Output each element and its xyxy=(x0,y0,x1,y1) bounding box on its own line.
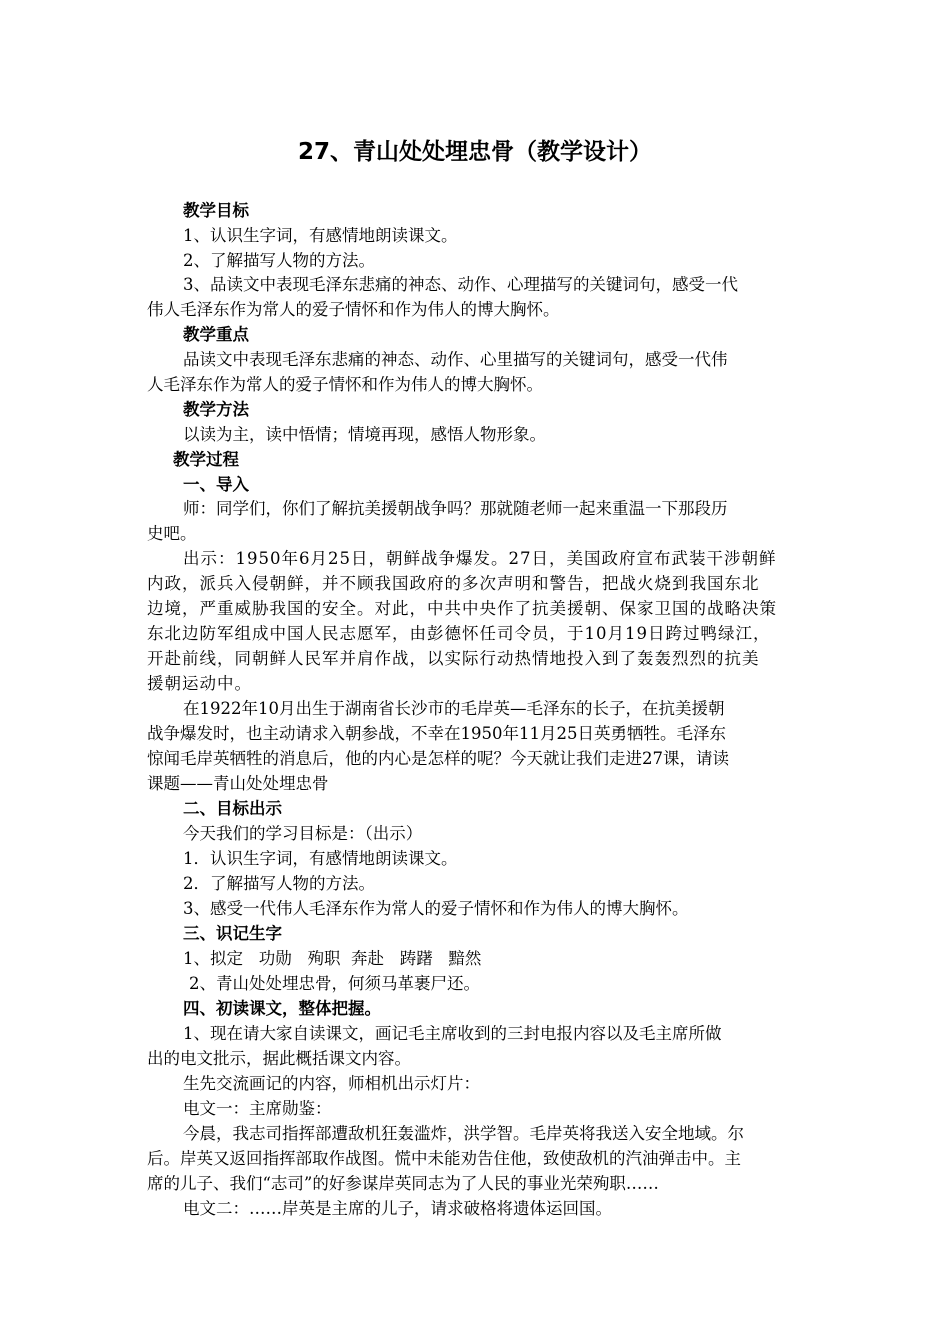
heading-teaching-process: 教学过程 xyxy=(173,450,239,469)
paragraph-line: 3、感受一代伟人毛泽东作为常人的爱子情怀和作为伟人的博大胸怀。 xyxy=(183,899,689,918)
paragraph-line: 3、品读文中表现毛泽东悲痛的神态、动作、心理描写的关键词句，感受一代 xyxy=(183,275,738,294)
heading-teaching-focus: 教学重点 xyxy=(183,325,249,344)
paragraph-line: 1、认识生字词，有感情地朗读课文。 xyxy=(183,226,458,245)
poem-line: 2、青山处处埋忠骨，何须马革裹尸还。 xyxy=(189,974,480,993)
section-heading: 一、导入 xyxy=(183,475,249,494)
paragraph-line: 品读文中表现毛泽东悲痛的神态、动作、心里描写的关键词句，感受一代伟 xyxy=(183,350,728,369)
paragraph-line: 出示：1950年6月25日，朝鲜战争爆发。27日，美国政府宣布武装干涉朝鲜 xyxy=(183,549,777,568)
paragraph-line: 以读为主，读中悟情；情境再现，感悟人物形象。 xyxy=(183,425,546,444)
paragraph-line: 2．了解描写人物的方法。 xyxy=(183,874,375,893)
paragraph-line: 开赴前线，同朝鲜人民军并肩作战，以实际行动热情地投入到了轰轰烈烈的抗美 xyxy=(147,649,760,668)
paragraph-line: 惊闻毛岸英牺牲的消息后，他的内心是怎样的呢？今天就让我们走进27课，请读 xyxy=(147,749,729,768)
paragraph-line: 出的电文批示，据此概括课文内容。 xyxy=(147,1049,411,1068)
heading-teaching-method: 教学方法 xyxy=(183,400,249,419)
telegram-line: 电文二：……岸英是主席的儿子，请求破格将遗体运回国。 xyxy=(183,1199,612,1218)
paragraph-line: 今晨，我志司指挥部遭敌机狂轰滥炸，洪学智。毛岸英将我送入安全地域。尔 xyxy=(183,1124,744,1143)
heading-teaching-goals: 教学目标 xyxy=(183,201,249,220)
paragraph-line: 东北边防军组成中国人民志愿军，由彭德怀任司令员，于10月19日跨过鸭绿江， xyxy=(147,624,771,643)
document-title: 27、青山处处埋忠骨（教学设计） xyxy=(297,139,652,165)
paragraph-line: 战争爆发时，也主动请求入朝参战，不幸在1950年11月25日英勇牺牲。毛泽东 xyxy=(147,724,726,743)
paragraph-line: 1、现在请大家自读课文，画记毛主席收到的三封电报内容以及毛主席所做 xyxy=(183,1024,722,1043)
telegram-heading: 电文一：主席勋鉴： xyxy=(183,1099,332,1118)
paragraph-line: 今天我们的学习目标是：（出示） xyxy=(183,824,423,843)
section-heading: 二、目标出示 xyxy=(183,799,282,818)
paragraph-line: 伟人毛泽东作为常人的爱子情怀和作为伟人的博大胸怀。 xyxy=(147,300,560,319)
paragraph-line: 课题——青山处处埋忠骨 xyxy=(147,774,329,793)
paragraph-line: 1．认识生字词，有感情地朗读课文。 xyxy=(183,849,458,868)
paragraph-line: 人毛泽东作为常人的爱子情怀和作为伟人的博大胸怀。 xyxy=(147,375,543,394)
section-heading: 四、初读课文，整体把握。 xyxy=(183,999,381,1018)
paragraph-line: 内政，派兵入侵朝鲜，并不顾我国政府的多次声明和警告，把战火烧到我国东北 xyxy=(147,574,760,593)
section-heading: 三、识记生字 xyxy=(183,924,282,943)
paragraph-line: 后。岸英又返回指挥部取作战图。慌中未能劝告住他，致使敌机的汽油弹击中。主 xyxy=(147,1149,741,1168)
paragraph-line: 师：同学们，你们了解抗美援朝战争吗？那就随老师一起来重温一下那段历 xyxy=(183,499,728,518)
paragraph-line: 边境，严重威胁我国的安全。对此，中共中央作了抗美援朝、保家卫国的战略决策 xyxy=(147,599,777,618)
paragraph-line: 援朝运动中。 xyxy=(147,674,252,693)
vocabulary-line: 1、拟定 功勋 殉职 奔赴 踌躇 黯然 xyxy=(183,949,482,968)
paragraph-line: 生先交流画记的内容，师相机出示灯片： xyxy=(183,1074,480,1093)
paragraph-line: 席的儿子、我们“志司”的好参谋岸英同志为了人民的事业光荣殉职…… xyxy=(147,1174,659,1193)
paragraph-line: 史吧。 xyxy=(147,524,197,543)
paragraph-line: 2、了解描写人物的方法。 xyxy=(183,251,375,270)
paragraph-line: 在1922年10月出生于湖南省长沙市的毛岸英—毛泽东的长子，在抗美援朝 xyxy=(183,699,725,718)
